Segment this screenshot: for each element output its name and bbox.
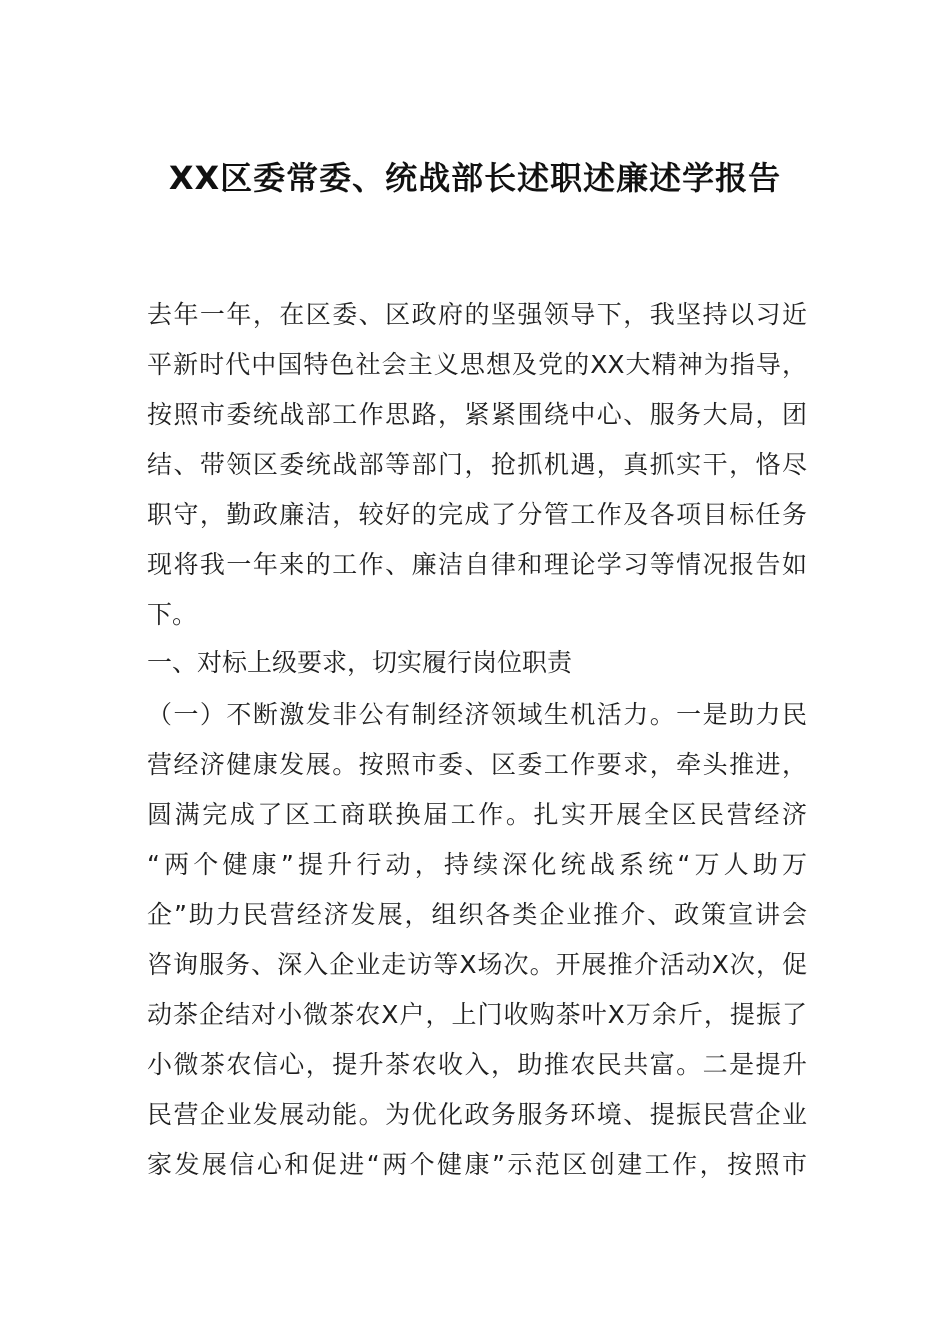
body-line: 民营企业发展动能。为优化政务服务环境、提振民营企业 (147, 1100, 807, 1129)
body-line: 平新时代中国特色社会主义思想及党的XX大精神为指导， (147, 350, 807, 379)
body-line: 家发展信心和促进“两个健康”示范区创建工作，按照市 (147, 1150, 807, 1179)
body-line: 去年一年，在区委、区政府的坚强领导下，我坚持以习近 (147, 300, 807, 329)
document-title: XX区委常委、统战部长述职述廉述学报告 (168, 159, 782, 197)
body-line: 营经济健康发展。按照市委、区委工作要求，牵头推进， (147, 750, 807, 779)
body-line: 咨询服务、深入企业走访等X场次。开展推介活动X次，促 (147, 950, 807, 979)
body-line: “两个健康”提升行动，持续深化统战系统“万人助万 (147, 850, 807, 879)
body-line: 下。 (147, 600, 198, 629)
body-line: （一）不断激发非公有制经济领域生机活力。一是助力民 (147, 700, 807, 729)
body-line: 圆满完成了区工商联换届工作。扎实开展全区民营经济 (147, 800, 807, 829)
body-line: 按照市委统战部工作思路，紧紧围绕中心、服务大局，团 (147, 400, 807, 429)
body-line: 企”助力民营经济发展，组织各类企业推介、政策宣讲会 (147, 900, 807, 929)
body-line: 动茶企结对小微茶农X户，上门收购茶叶X万余斤，提振了 (147, 1000, 807, 1029)
body-line: 小微茶农信心，提升茶农收入，助推农民共富。二是提升 (147, 1050, 807, 1079)
body-line: 职守，勤政廉洁，较好的完成了分管工作及各项目标任务 (147, 500, 807, 529)
body-line: 现将我一年来的工作、廉洁自律和理论学习等情况报告如 (147, 550, 807, 579)
body-line: 结、带领区委统战部等部门，抢抓机遇，真抓实干，恪尽 (147, 450, 807, 479)
section-heading: 一、对标上级要求，切实履行岗位职责 (147, 648, 573, 677)
